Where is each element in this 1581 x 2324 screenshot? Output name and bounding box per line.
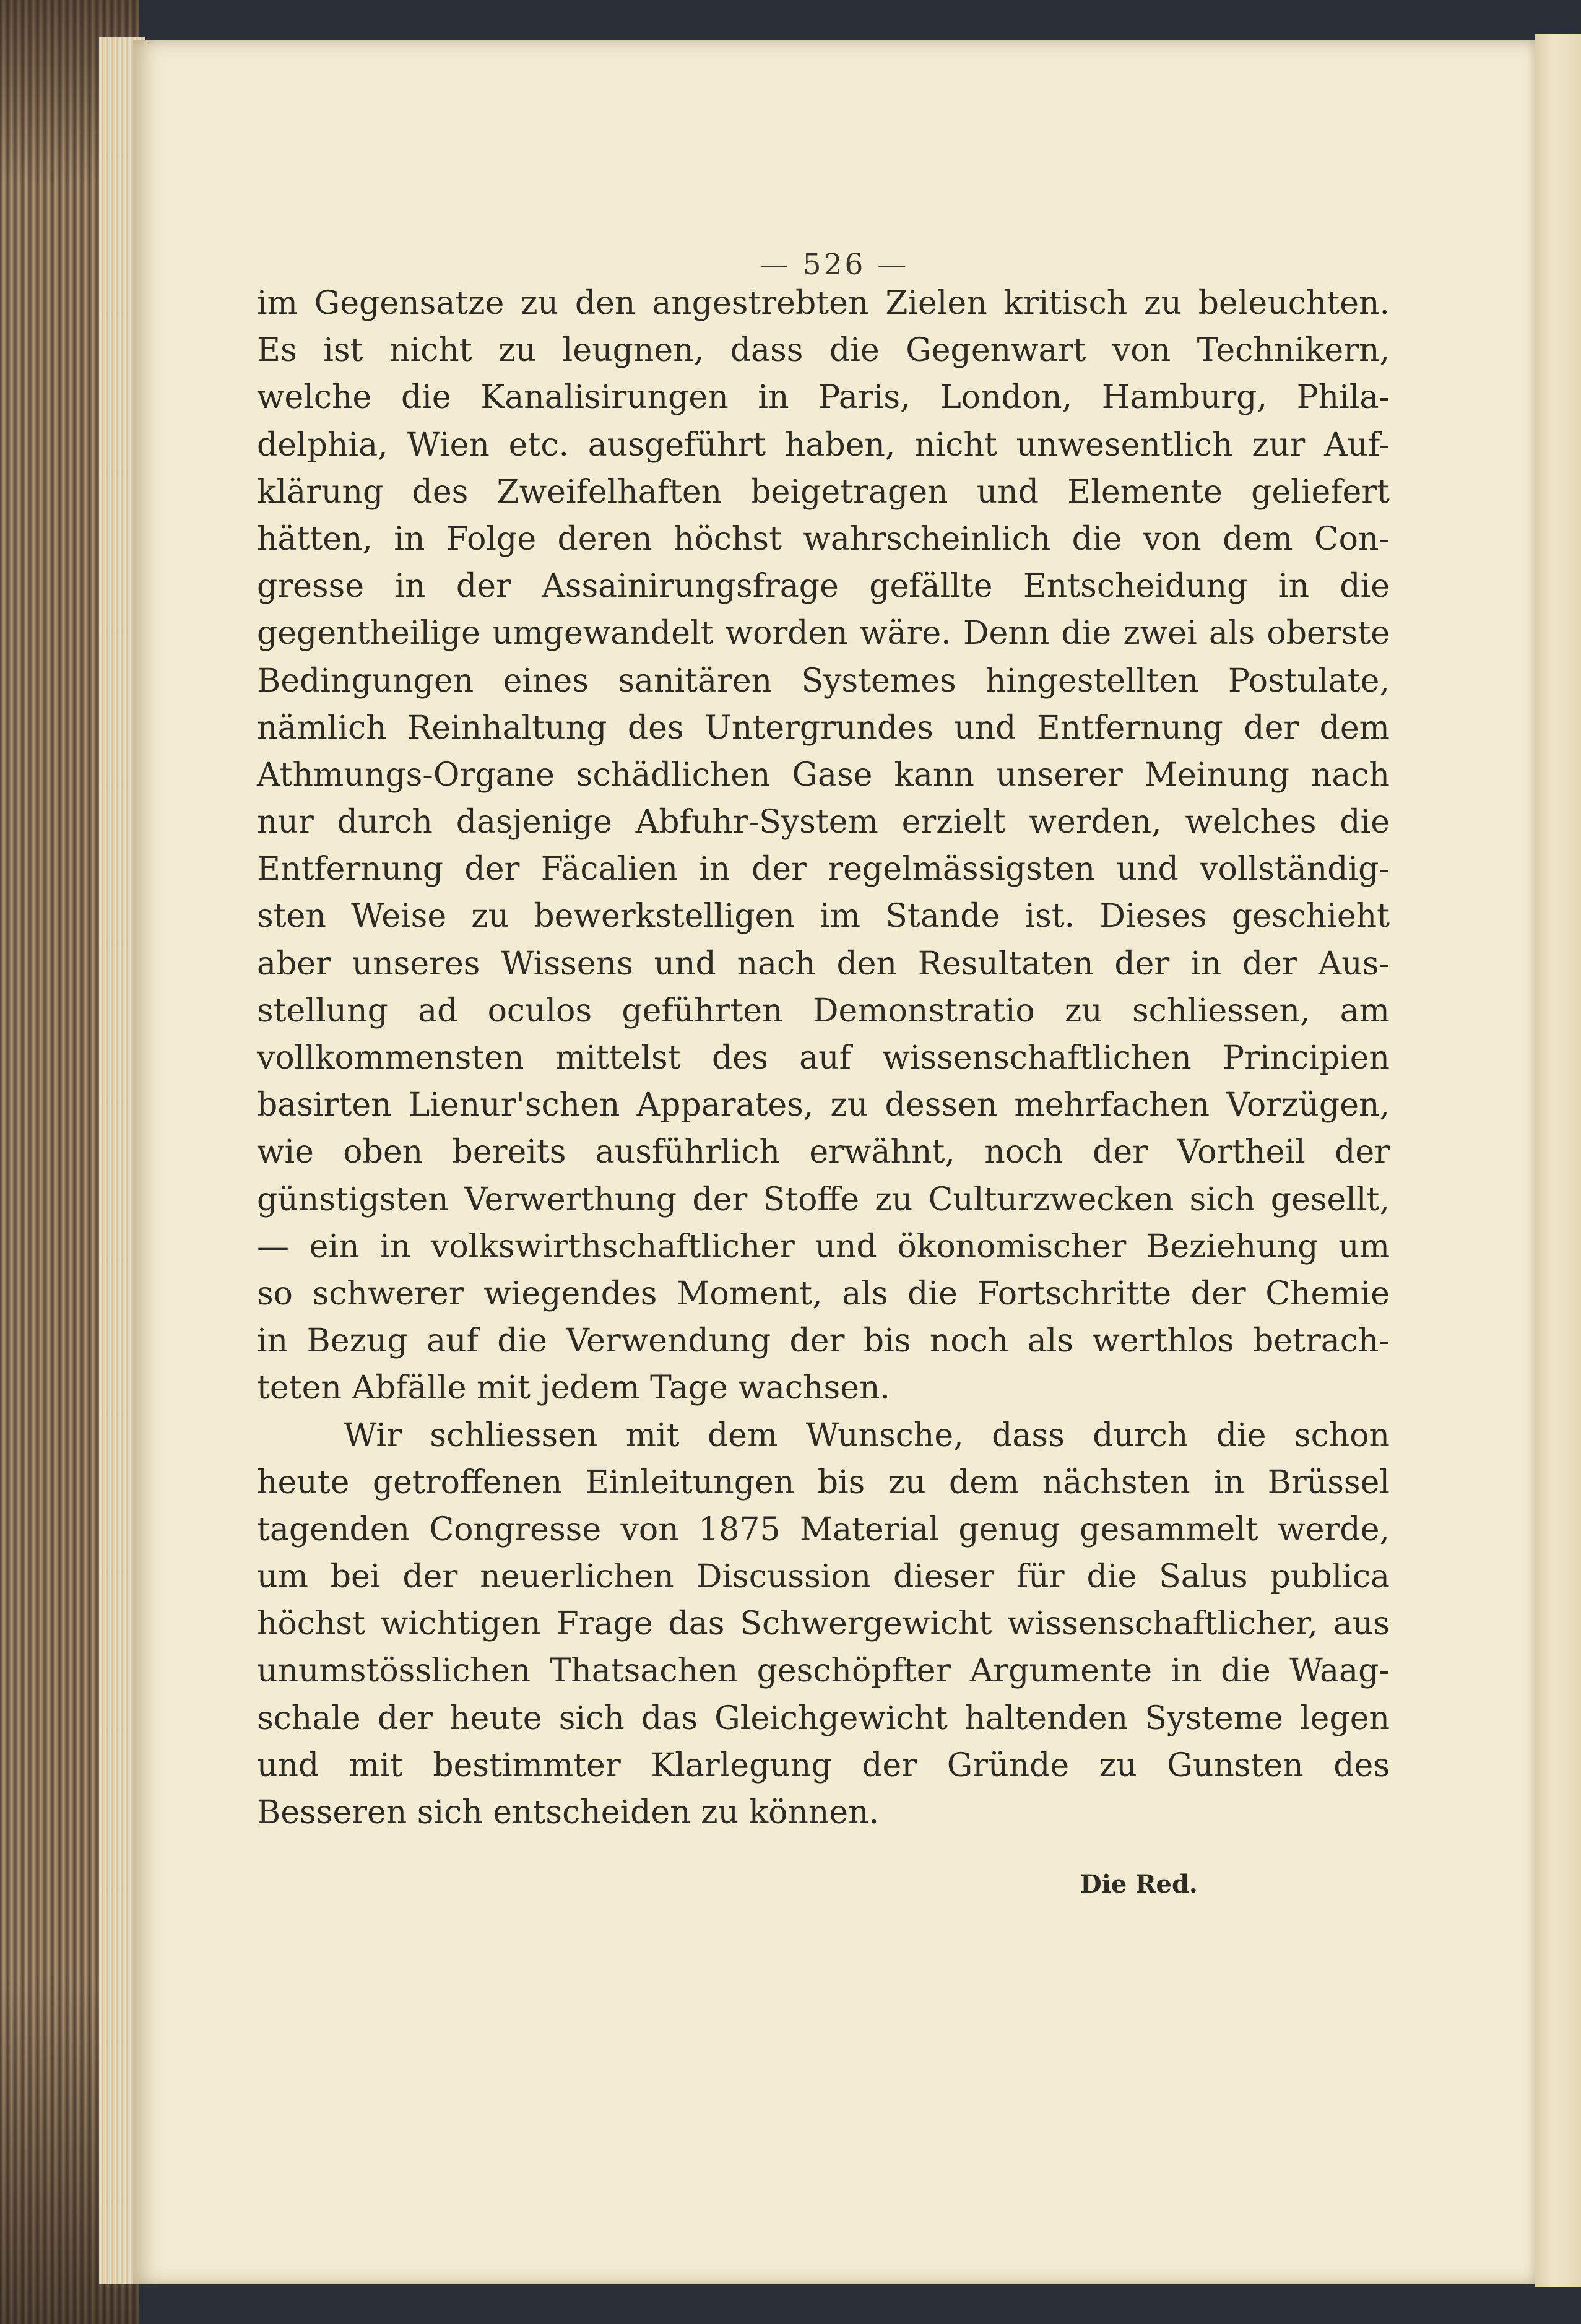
text-line: günstigsten Verwerthung der Stoffe zu Culturzwecken sich gesellt, bbox=[257, 1181, 1390, 1218]
text-line: basirten Lienur'schen Apparates, zu dessen mehrfachen Vorzügen, bbox=[257, 1086, 1390, 1124]
next-page-edge bbox=[1535, 34, 1581, 2287]
text-line: höchst wichtigen Frage das Schwergewicht wissenschaftlicher, aus bbox=[257, 1605, 1390, 1643]
text-line: unumstösslichen Thatsachen geschöpfter Argumente in die Waag- bbox=[257, 1652, 1390, 1690]
text-line: — ein in volkswirthschaftlicher und ökonomischer Beziehung um bbox=[257, 1228, 1390, 1265]
text-line: wie oben bereits ausführlich erwähnt, noch der Vortheil der bbox=[257, 1134, 1390, 1171]
text-line: heute getroffenen Einleitungen bis zu dem nächsten in Brüssel bbox=[257, 1463, 1390, 1501]
text-line: vollkommensten mittelst des auf wissenschaftlichen Principien bbox=[257, 1039, 1390, 1077]
text-line: in Bezug auf die Verwendung der bis noch als werthlos betrach- bbox=[257, 1322, 1390, 1360]
text-line: delphia, Wien etc. ausgeführt haben, nicht unwesentlich zur Auf- bbox=[257, 426, 1390, 464]
text-line: welche die Kanalisirungen in Paris, London, Hamburg, Phila- bbox=[257, 379, 1390, 417]
text-line: stellung ad oculos geführten Demonstratio zu schliessen, am bbox=[257, 992, 1390, 1030]
text-line: schale der heute sich das Gleichgewicht haltenden Systeme legen bbox=[257, 1699, 1390, 1737]
text-line: tagenden Congresse von 1875 Material genug gesammelt werde, bbox=[257, 1511, 1390, 1548]
text-line: um bei der neuerlichen Discussion dieser für die Salus publica bbox=[257, 1558, 1390, 1596]
body-text bbox=[257, 280, 1390, 1836]
text-line: aber unseres Wissens und nach den Resultaten der in der Aus- bbox=[257, 945, 1390, 982]
text-line: klärung des Zweifelhaften beigetragen und Elemente geliefert bbox=[257, 473, 1390, 511]
text-line: Athmungs-Organe schädlichen Gase kann unserer Meinung nach bbox=[257, 756, 1390, 794]
text-line: und mit bestimmter Klarlegung der Gründe zu Gunsten des bbox=[257, 1746, 1390, 1784]
text-line: gegentheilige umgewandelt worden wäre. Denn die zwei als oberste bbox=[257, 615, 1390, 653]
text-line: so schwerer wiegendes Moment, als die Fortschritte der Chemie bbox=[257, 1275, 1390, 1312]
text-line: nur durch dasjenige Abfuhr-System erzielt werden, welches die bbox=[257, 804, 1390, 841]
text-line: Bedingungen eines sanitären Systemes hingestellten Postulate, bbox=[257, 662, 1390, 700]
text-line: Es ist nicht zu leugnen, dass die Gegenwart von Technikern, bbox=[257, 332, 1390, 370]
text-line: nämlich Reinhaltung des Untergrundes und Entfernung der dem bbox=[257, 709, 1390, 747]
signature: Die Red. bbox=[1080, 1870, 1198, 1899]
text-line: gresse in der Assainirungsfrage gefällte Entscheidung in die bbox=[257, 568, 1390, 605]
text-line: Besseren sich entscheiden zu können. bbox=[257, 1794, 880, 1831]
text-line: Entfernung der Fäcalien in der regelmässigsten und vollständig- bbox=[257, 851, 1390, 888]
text-line: hätten, in Folge deren höchst wahrscheinlich die von dem Con- bbox=[257, 520, 1390, 558]
text-line: Wir schliessen mit dem Wunsche, dass durch die schon bbox=[344, 1416, 1390, 1454]
page-number: — 526 — bbox=[759, 248, 909, 282]
text-line: teten Abfälle mit jedem Tage wachsen. bbox=[257, 1369, 891, 1407]
text-line: im Gegensatze zu den angestrebten Zielen kritisch zu beleuchten. bbox=[257, 285, 1390, 322]
text-line: sten Weise zu bewerkstelligen im Stande ist. Dieses geschieht bbox=[257, 898, 1390, 935]
